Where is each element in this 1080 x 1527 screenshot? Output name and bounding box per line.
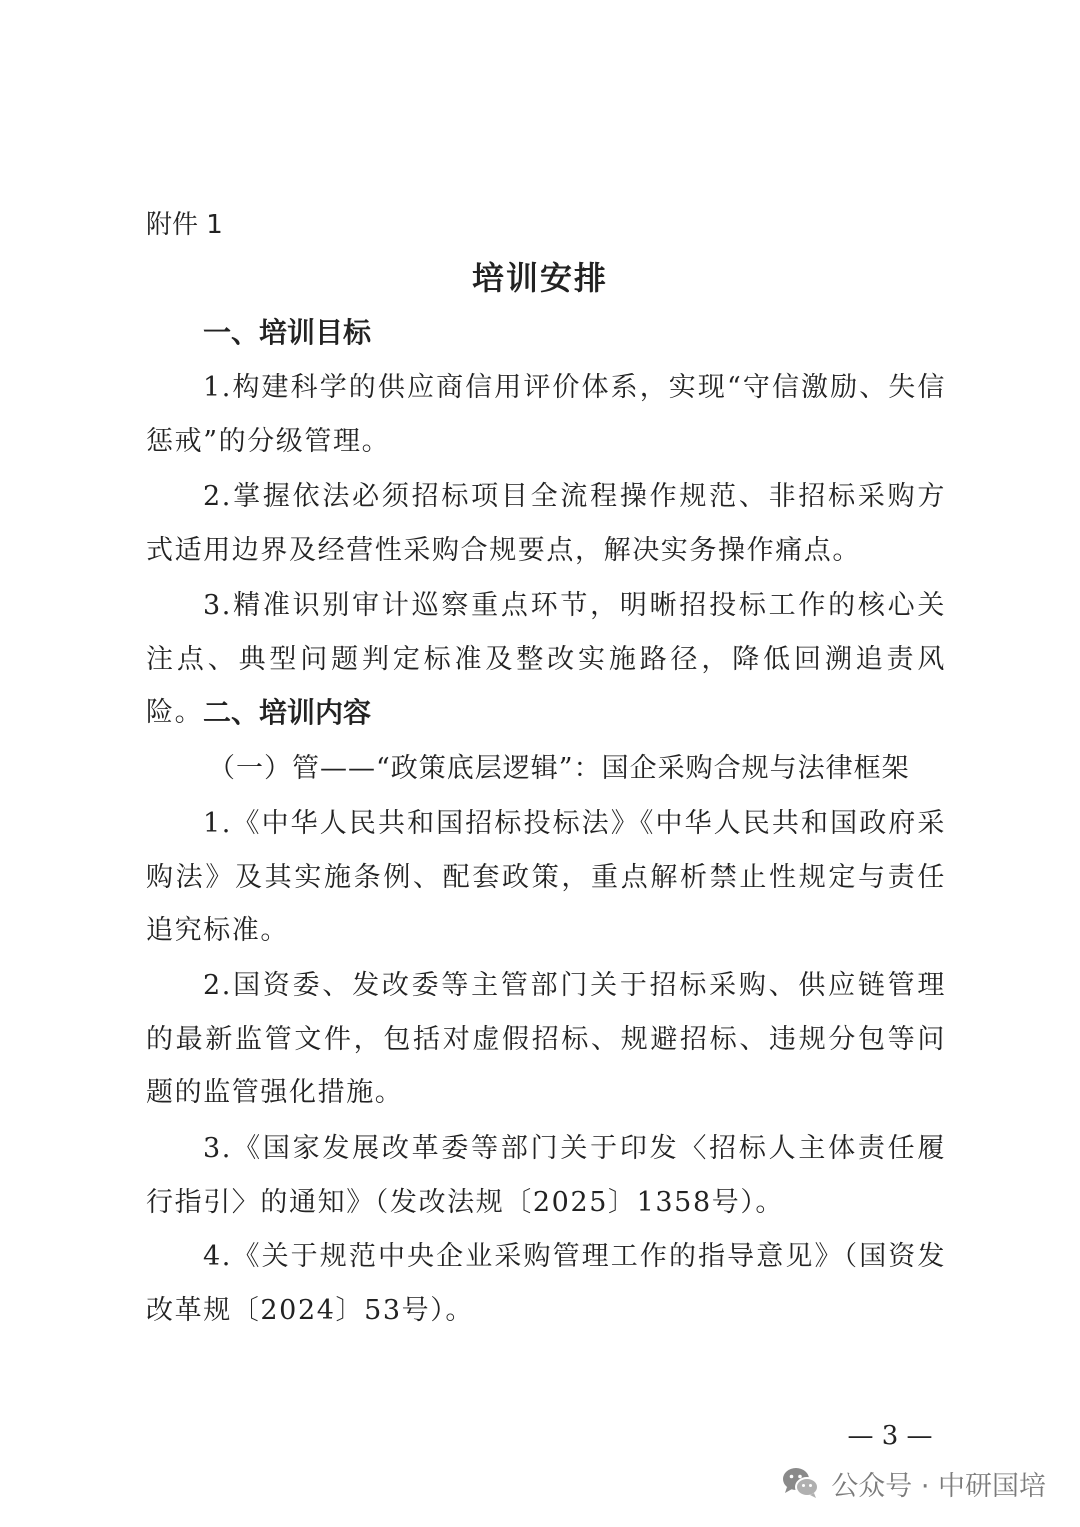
watermark [781,1461,1046,1505]
goal-item-2: 2.掌握依法必须招标项目全流程操作规范、非招标采购方式适用边界及经营性采购合规要点，解决实务操作痛点。 [146,481,946,566]
subsection-heading-1: （一）管——“政策底层逻辑”：国企采购合规与法律框架 [208,753,910,784]
page-number: — 3 — [847,1421,933,1451]
content-item-4: 4.《关于规范中央企业采购管理工作的指导意见》（国资发改革规〔2024〕53号）。 [146,1241,946,1326]
section-heading-content: 二、培训内容 [203,696,372,729]
content-item-3: 3.《国家发展改革委等部门关于印发〈招标人主体责任履行指引〉的通知》（发改法规〔2025〕1358号）。 [146,1133,946,1218]
content-item-2: 2.国资委、发改委等主管部门关于招标采购、供应链管理的最新监管文件，包括对虚假招标、规避招标、违规分包等问题的监管强化措施。 [146,970,946,1108]
goal-item-3: 3.精准识别审计巡察重点环节，明晰招投标工作的核心关注点、典型问题判定标准及整改实施路径，降低回溯追责风险。 [146,590,946,728]
wechat-icon [781,1466,821,1500]
attachment-label: 附件 1 [146,210,223,240]
watermark-text: 公众号 · 中研国培 [831,1470,1046,1502]
document-title: 培训安排 [471,259,608,297]
section-heading-goals: 一、培训目标 [203,316,372,349]
goal-item-1: 1.构建科学的供应商信用评价体系，实现“守信激励、失信惩戒”的分级管理。 [146,372,946,457]
content-item-1: 1.《中华人民共和国招标投标法》《中华人民共和国政府采购法》及其实施条例、配套政策，重点解析禁止性规定与责任追究标准。 [146,808,946,946]
